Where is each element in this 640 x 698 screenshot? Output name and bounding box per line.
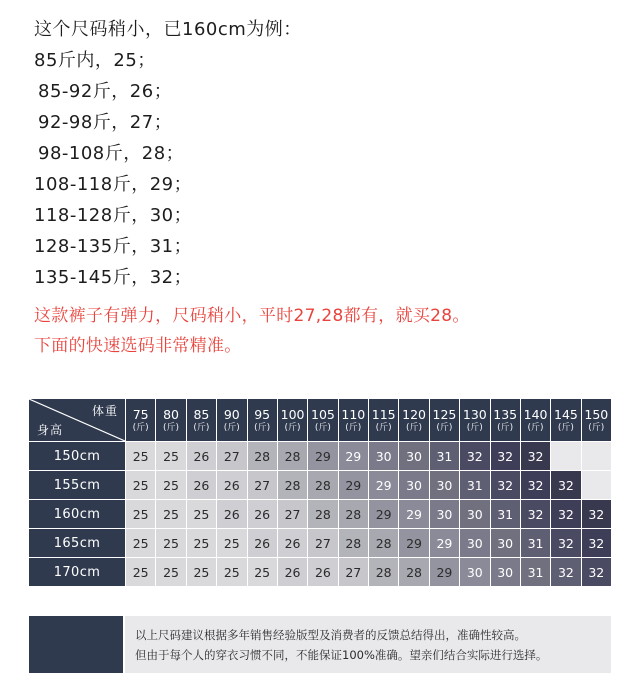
cell-4-6: 26 bbox=[308, 558, 338, 587]
col-header-value-8: 115 bbox=[371, 406, 396, 422]
cell-3-5: 26 bbox=[277, 529, 307, 558]
cell-0-5: 28 bbox=[277, 442, 307, 471]
cell-1-12: 32 bbox=[490, 471, 520, 500]
col-header-value-10: 125 bbox=[432, 406, 457, 422]
col-header-5 bbox=[277, 399, 307, 442]
row-header-1: 155cm bbox=[29, 471, 126, 500]
cell-2-12: 31 bbox=[490, 500, 520, 529]
cell-1-13: 32 bbox=[520, 471, 550, 500]
note-line-1: 下面的快速选码非常精准。 bbox=[34, 336, 242, 356]
cell-3-14: 32 bbox=[551, 529, 581, 558]
col-header-value-7: 110 bbox=[341, 406, 366, 422]
col-header-value-9: 120 bbox=[402, 406, 426, 422]
cell-0-14 bbox=[551, 442, 581, 471]
cell-4-9: 28 bbox=[399, 558, 429, 587]
cell-1-14: 32 bbox=[551, 471, 581, 500]
cell-2-6: 28 bbox=[308, 500, 338, 529]
cell-4-13: 31 bbox=[520, 558, 550, 587]
note-line-0: 这款裤子有弹力，尺码稍小，平时27,28都有，就买28。 bbox=[34, 306, 470, 326]
col-header-value-4: 95 bbox=[254, 406, 271, 422]
footer-note-0: 以上尺码建议根据多年销售经验版型及消费者的反馈总结得出，准确性较高。 bbox=[135, 628, 526, 642]
row-header-0: 150cm bbox=[29, 442, 126, 471]
cell-4-4: 25 bbox=[247, 558, 277, 587]
cell-3-8: 28 bbox=[369, 529, 399, 558]
cell-3-11: 30 bbox=[460, 529, 490, 558]
cell-4-5: 26 bbox=[277, 558, 307, 587]
size-chart-table bbox=[28, 398, 612, 587]
intro-line-6: 118-128斤，30； bbox=[34, 205, 193, 226]
cell-0-11: 32 bbox=[460, 442, 490, 471]
cell-2-14: 32 bbox=[551, 500, 581, 529]
cell-0-15 bbox=[581, 442, 611, 471]
cell-1-9: 30 bbox=[399, 471, 429, 500]
cell-0-1: 25 bbox=[156, 442, 186, 471]
col-header-unit-9: (斤) bbox=[406, 423, 423, 434]
col-header-value-11: 130 bbox=[462, 406, 487, 422]
cell-2-11: 30 bbox=[460, 500, 490, 529]
col-header-10 bbox=[429, 399, 459, 442]
intro-line-8: 135-145斤，32； bbox=[34, 267, 193, 288]
intro-line-1: 85斤内，25； bbox=[34, 50, 156, 71]
row-header-4: 170cm bbox=[29, 558, 126, 587]
table-row bbox=[29, 558, 612, 587]
cell-3-9: 29 bbox=[399, 529, 429, 558]
cell-4-15: 32 bbox=[581, 558, 611, 587]
cell-1-2: 26 bbox=[186, 471, 216, 500]
row-header-2: 160cm bbox=[29, 500, 126, 529]
cell-2-9: 29 bbox=[399, 500, 429, 529]
cell-4-12: 30 bbox=[490, 558, 520, 587]
note-block bbox=[0, 293, 640, 361]
table-footer bbox=[28, 616, 612, 674]
col-header-value-0: 75 bbox=[132, 406, 149, 422]
col-header-value-12: 135 bbox=[493, 406, 518, 422]
intro-line-2: 85-92斤，26； bbox=[38, 81, 173, 102]
cell-3-10: 29 bbox=[429, 529, 459, 558]
table-row bbox=[29, 529, 612, 558]
col-header-value-15: 150 bbox=[584, 406, 609, 422]
table-row bbox=[29, 442, 612, 471]
row-header-3: 165cm bbox=[29, 529, 126, 558]
cell-0-2: 26 bbox=[186, 442, 216, 471]
col-header-unit-1: (斤) bbox=[163, 423, 180, 434]
weight-axis-label: 体重 bbox=[91, 404, 118, 418]
cell-2-3: 26 bbox=[217, 500, 247, 529]
table-row bbox=[29, 500, 612, 529]
col-header-15 bbox=[581, 399, 611, 442]
cell-2-13: 32 bbox=[520, 500, 550, 529]
col-header-13 bbox=[520, 399, 550, 442]
cell-0-3: 27 bbox=[217, 442, 247, 471]
col-header-unit-4: (斤) bbox=[254, 423, 271, 434]
col-header-value-14: 145 bbox=[554, 406, 578, 422]
cell-4-14: 32 bbox=[551, 558, 581, 587]
cell-3-3: 25 bbox=[217, 529, 247, 558]
cell-4-0: 25 bbox=[126, 558, 156, 587]
intro-line-0: 这个尺码稍小，已160cm为例： bbox=[34, 19, 302, 40]
cell-1-6: 28 bbox=[308, 471, 338, 500]
cell-4-11: 30 bbox=[460, 558, 490, 587]
col-header-unit-2: (斤) bbox=[193, 423, 210, 434]
col-header-3 bbox=[217, 399, 247, 442]
cell-1-11: 31 bbox=[460, 471, 490, 500]
col-header-7 bbox=[338, 399, 368, 442]
col-header-unit-11: (斤) bbox=[466, 423, 483, 434]
col-header-unit-8: (斤) bbox=[375, 423, 392, 434]
cell-2-15: 32 bbox=[581, 500, 611, 529]
cell-3-1: 25 bbox=[156, 529, 186, 558]
col-header-14 bbox=[551, 399, 581, 442]
col-header-unit-0: (斤) bbox=[132, 423, 149, 434]
col-header-12 bbox=[490, 399, 520, 442]
intro-block bbox=[0, 0, 640, 293]
col-header-unit-3: (斤) bbox=[223, 423, 240, 434]
col-header-0 bbox=[126, 399, 156, 442]
cell-1-4: 27 bbox=[247, 471, 277, 500]
cell-3-12: 30 bbox=[490, 529, 520, 558]
cell-2-7: 28 bbox=[338, 500, 368, 529]
intro-line-7: 128-135斤，31； bbox=[34, 236, 193, 257]
footer-note-1: 但由于每个人的穿衣习惯不同，不能保证100%准确。望亲们结合实际进行选择。 bbox=[135, 648, 548, 662]
table-row bbox=[29, 471, 612, 500]
col-header-unit-7: (斤) bbox=[345, 423, 362, 434]
cell-3-15: 32 bbox=[581, 529, 611, 558]
col-header-unit-12: (斤) bbox=[497, 423, 514, 434]
cell-4-8: 28 bbox=[369, 558, 399, 587]
col-header-unit-14: (斤) bbox=[557, 423, 574, 434]
cell-3-7: 28 bbox=[338, 529, 368, 558]
cell-3-13: 31 bbox=[520, 529, 550, 558]
cell-2-10: 30 bbox=[429, 500, 459, 529]
col-header-6 bbox=[308, 399, 338, 442]
col-header-value-2: 85 bbox=[193, 406, 210, 422]
cell-1-15 bbox=[581, 471, 611, 500]
footer-note-block bbox=[124, 616, 612, 674]
col-header-unit-5: (斤) bbox=[284, 423, 301, 434]
table-header-row bbox=[29, 399, 612, 442]
cell-2-4: 26 bbox=[247, 500, 277, 529]
cell-3-2: 25 bbox=[186, 529, 216, 558]
col-header-value-13: 140 bbox=[523, 406, 548, 422]
intro-line-3: 92-98斤，27； bbox=[38, 112, 173, 133]
cell-1-7: 29 bbox=[338, 471, 368, 500]
cell-4-1: 25 bbox=[156, 558, 186, 587]
cell-0-9: 30 bbox=[399, 442, 429, 471]
col-header-unit-13: (斤) bbox=[527, 423, 544, 434]
cell-0-13: 32 bbox=[520, 442, 550, 471]
table-corner-cell bbox=[29, 399, 126, 442]
cell-2-0: 25 bbox=[126, 500, 156, 529]
height-axis-label: 身高 bbox=[37, 423, 64, 437]
cell-2-8: 29 bbox=[369, 500, 399, 529]
cell-0-6: 29 bbox=[308, 442, 338, 471]
cell-0-10: 31 bbox=[429, 442, 459, 471]
cell-1-1: 25 bbox=[156, 471, 186, 500]
cell-1-8: 29 bbox=[369, 471, 399, 500]
col-header-9 bbox=[399, 399, 429, 442]
col-header-1 bbox=[156, 399, 186, 442]
cell-3-6: 27 bbox=[308, 529, 338, 558]
col-header-value-1: 80 bbox=[163, 406, 180, 422]
col-header-unit-6: (斤) bbox=[314, 423, 331, 434]
intro-line-5: 108-118斤，29； bbox=[34, 174, 193, 195]
cell-0-12: 32 bbox=[490, 442, 520, 471]
intro-line-4: 98-108斤，28； bbox=[38, 143, 185, 164]
cell-1-5: 28 bbox=[277, 471, 307, 500]
table-body bbox=[29, 442, 612, 587]
col-header-value-5: 100 bbox=[280, 406, 305, 422]
cell-2-5: 27 bbox=[277, 500, 307, 529]
cell-1-0: 25 bbox=[126, 471, 156, 500]
col-header-11 bbox=[460, 399, 490, 442]
cell-1-10: 30 bbox=[429, 471, 459, 500]
cell-2-1: 25 bbox=[156, 500, 186, 529]
col-header-value-6: 105 bbox=[311, 406, 335, 422]
cell-3-0: 25 bbox=[126, 529, 156, 558]
cell-2-2: 25 bbox=[186, 500, 216, 529]
cell-0-8: 30 bbox=[369, 442, 399, 471]
col-header-unit-15: (斤) bbox=[588, 423, 605, 434]
cell-0-0: 25 bbox=[126, 442, 156, 471]
col-header-8 bbox=[369, 399, 399, 442]
cell-4-3: 25 bbox=[217, 558, 247, 587]
col-header-unit-10: (斤) bbox=[436, 423, 453, 434]
cell-0-4: 28 bbox=[247, 442, 277, 471]
col-header-value-3: 90 bbox=[223, 406, 240, 422]
col-header-4 bbox=[247, 399, 277, 442]
footer-corner-block bbox=[28, 616, 124, 674]
col-header-2 bbox=[186, 399, 216, 442]
cell-3-4: 26 bbox=[247, 529, 277, 558]
cell-4-10: 29 bbox=[429, 558, 459, 587]
cell-1-3: 26 bbox=[217, 471, 247, 500]
cell-0-7: 29 bbox=[338, 442, 368, 471]
cell-4-2: 25 bbox=[186, 558, 216, 587]
cell-4-7: 27 bbox=[338, 558, 368, 587]
